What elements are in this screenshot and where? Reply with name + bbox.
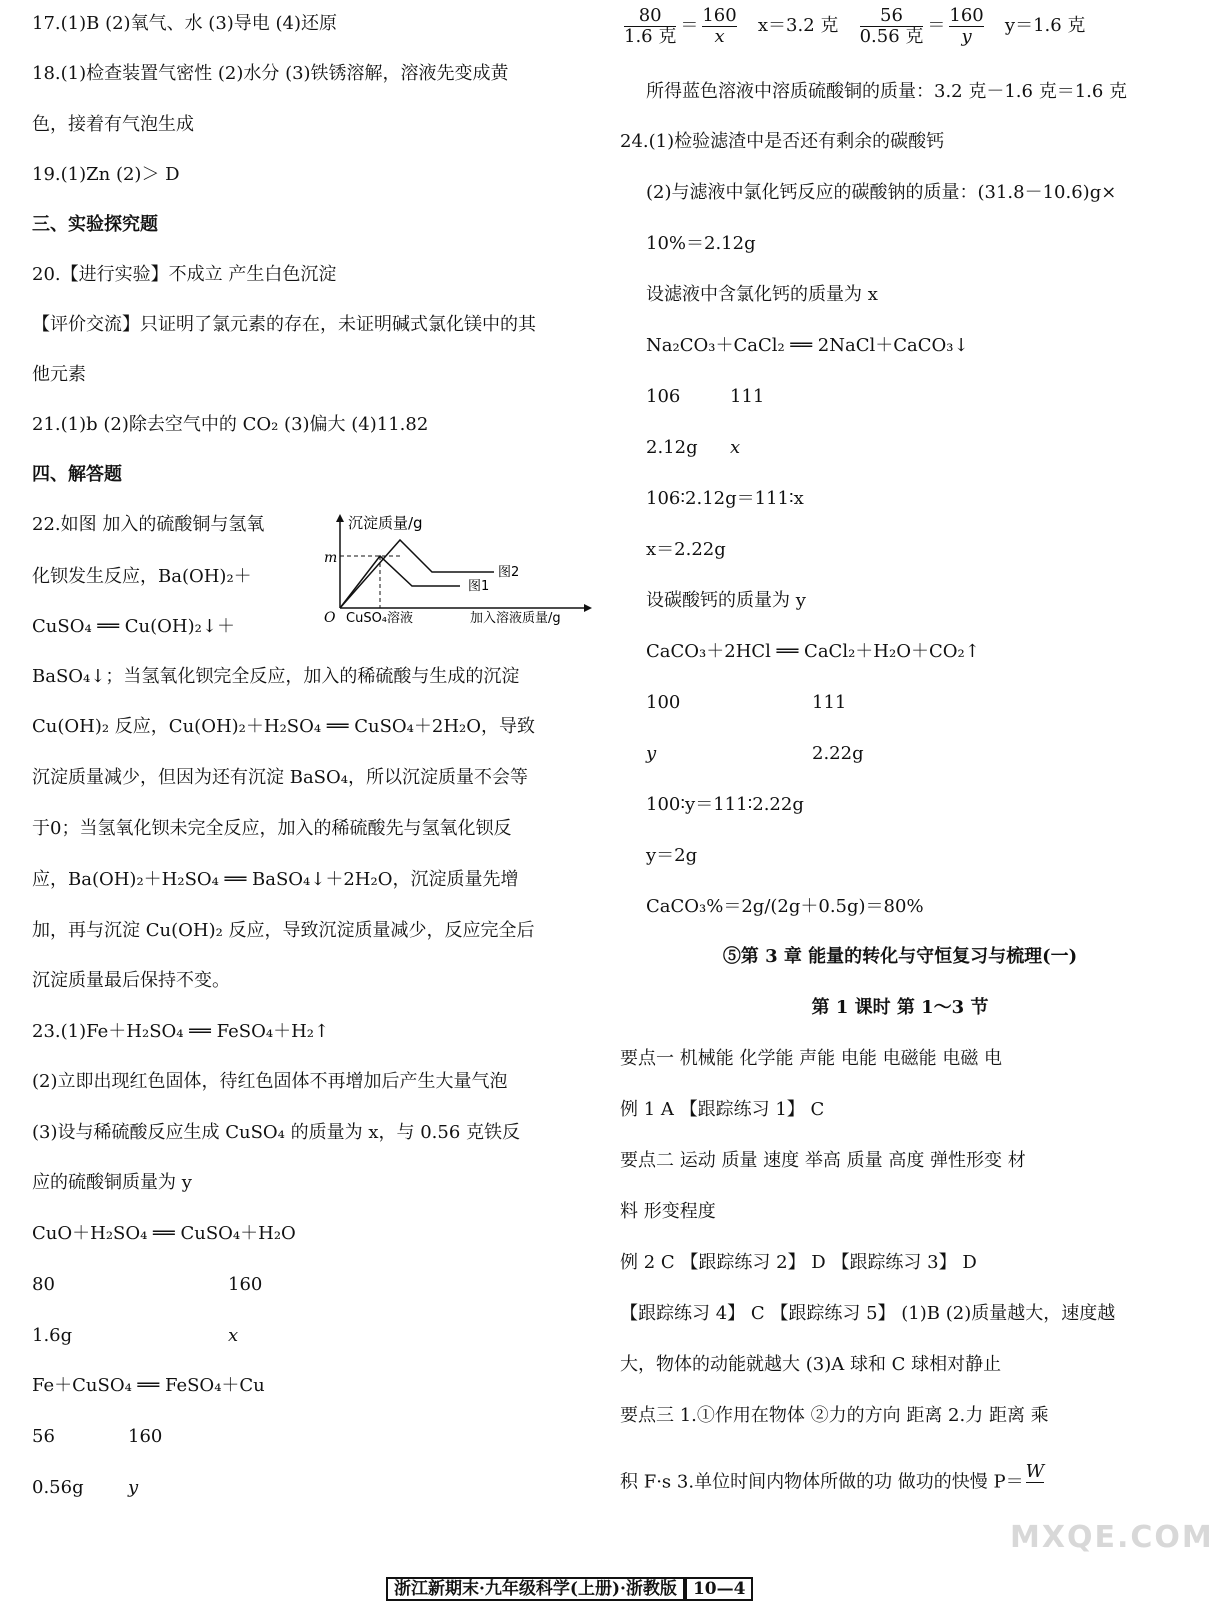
curve-fig1	[340, 556, 460, 608]
answer-24-line3: 10%＝2.12g	[646, 233, 756, 254]
equation-caco3: CaCO₃＋2HCl ══ CaCl₂＋H₂O＋CO₂↑	[646, 641, 980, 662]
answer-20-line2: 【评价交流】只证明了氯元素的存在，未证明碱式氯化镁中的其	[32, 314, 536, 335]
x-equals: x＝2.22g	[646, 539, 726, 560]
ratio-160: 160	[228, 1274, 263, 1295]
ratio-111: 111	[730, 386, 765, 407]
value-1-6g: 1.6g	[32, 1325, 73, 1346]
key-point-2-line1: 要点二 运动 质量 速度 举高 质量 高度 弹性形变 材	[620, 1150, 1026, 1171]
fraction-equations: $\frac{80}{\text{1.6 克}}$ ＝ $\frac{160}{x}$ x＝3.2 克 $\frac{56}{\text{0.56 克}}$ ＝ $\frac{160}{y}$ y＝1.6 克	[624, 4, 1086, 47]
y-result: y＝1.6 克	[1004, 15, 1086, 36]
answer-22-line3: CuSO₄ ══ Cu(OH)₂↓＋	[32, 616, 235, 637]
section-4-heading: 四、解答题	[32, 464, 122, 485]
example-1: 例 1 A 【跟踪练习 1】 C	[620, 1099, 825, 1120]
answer-20-line3: 他元素	[32, 364, 86, 385]
answer-22-line7: 于0；当氢氧化钡未完全反应，加入的稀硫酸先与氢氧化钡反	[32, 818, 512, 839]
answer-23-line2: (2)立即出现红色固体，待红色固体不再增加后产生大量气泡	[32, 1071, 508, 1092]
answer-24-line1: 24.(1)检验滤渣中是否还有剩余的碳酸钙	[620, 131, 945, 152]
precipitate-graph	[324, 512, 594, 626]
fraction-160-x: $\frac{160}{x}$	[702, 4, 737, 47]
answer-22-line4: BaSO₄↓；当氢氧化钡完全反应，加入的稀硫酸与生成的沉淀	[32, 666, 520, 687]
ratio-56: 56	[32, 1426, 55, 1447]
answer-22-line9: 加，再与沉淀 Cu(OH)₂ 反应，导致沉淀质量减少，反应完全后	[32, 920, 535, 941]
footer-title: 浙江新期末·九年级科学(上册)·浙教版	[386, 1577, 685, 1601]
graph-origin-label: O	[324, 610, 336, 626]
value-0-56g: 0.56g	[32, 1477, 84, 1498]
ratio-106: 106	[646, 386, 681, 407]
answer-24-line4: 设滤液中含氯化钙的质量为 x	[646, 284, 878, 305]
value-2-12g: 2.12g	[646, 437, 698, 458]
equation-fe: Fe＋CuSO₄ ══ FeSO₄＋Cu	[32, 1375, 265, 1396]
caco3-percent: CaCO₃%＝2g/(2g＋0.5g)＝80%	[646, 896, 924, 917]
ratio-80: 80	[32, 1274, 55, 1295]
fraction-56-0-56: $\frac{56}{\text{0.56 克}}$	[859, 4, 924, 47]
ratio-111b: 111	[812, 692, 847, 713]
answer-22-line10: 沉淀质量最后保持不变。	[32, 970, 230, 991]
footer-page-number: 10—4	[685, 1577, 754, 1601]
chapter-heading: ⑤第 3 章 能量的转化与守恒复习与梳理(一)	[722, 946, 1078, 967]
graph-m-label: m	[324, 550, 338, 566]
proportion-y: 100∶y＝111∶2.22g	[646, 794, 804, 815]
y-axis-arrow	[336, 514, 344, 522]
answer-24-set-y: 设碳酸钙的质量为 y	[646, 590, 806, 611]
power-fraction: W	[1025, 1461, 1045, 1482]
lesson-heading: 第 1 课时 第 1～3 节	[811, 997, 989, 1018]
watermark: MXQE.COM	[1010, 1520, 1214, 1555]
equation-cuo: CuO＋H₂SO₄ ══ CuSO₄＋H₂O	[32, 1223, 296, 1244]
equation-na2co3: Na₂CO₃＋CaCl₂ ══ 2NaCl＋CaCO₃↓	[646, 335, 969, 356]
ratio-160b: 160	[128, 1426, 163, 1447]
graph-ylabel: 沉淀质量/g	[348, 514, 423, 532]
answer-22-line5: Cu(OH)₂ 反应，Cu(OH)₂＋H₂SO₄ ══ CuSO₄＋2H₂O，导致	[32, 716, 536, 737]
answer-22-line2: 化钡发生反应，Ba(OH)₂＋	[32, 566, 252, 587]
value-2-22g: 2.22g	[812, 743, 864, 764]
answer-17: 17.(1)B (2)氧气、水 (3)导电 (4)还原	[32, 13, 338, 34]
answer-24-line2: (2)与滤液中氯化钙反应的碳酸钠的质量：(31.8－10.6)g×	[646, 182, 1117, 203]
answer-23-line4: 应的硫酸铜质量为 y	[32, 1172, 192, 1193]
answer-23-line3: (3)设与稀硫酸反应生成 CuSO₄ 的质量为 x，与 0.56 克铁反	[32, 1122, 521, 1143]
curve-fig2	[340, 540, 494, 608]
key-point-3-line2: 积 F·s 3.单位时间内物体所做的功 做功的快慢 P＝ W	[620, 1462, 1048, 1503]
graph-fig1-label: 图1	[468, 579, 490, 594]
practice-4-line1: 【跟踪练习 4】 C 【跟踪练习 5】 (1)B (2)质量越大，速度越	[620, 1303, 1116, 1324]
page-footer	[386, 1574, 753, 1599]
answer-20-line1: 20.【进行实验】不成立 产生白色沉淀	[32, 264, 337, 285]
var-x: x	[228, 1325, 239, 1346]
ratio-100: 100	[646, 692, 681, 713]
answer-18-line1: 18.(1)检查装置气密性 (2)水分 (3)铁锈溶解，溶液先变成黄	[32, 63, 509, 84]
section-3-heading: 三、实验探究题	[32, 214, 158, 235]
var-y-right: y	[646, 743, 657, 764]
graph-xlabel: 加入溶液质量/g	[470, 611, 561, 626]
answer-22-line1: 22.如图 加入的硫酸铜与氢氧	[32, 514, 265, 535]
answer-18-line2: 色，接着有气泡生成	[32, 114, 194, 135]
key-point-1: 要点一 机械能 化学能 声能 电能 电磁能 电磁 电	[620, 1048, 1003, 1069]
graph-cuso4-label: CuSO₄溶液	[346, 611, 414, 626]
answer-19: 19.(1)Zn (2)＞ D	[32, 164, 180, 185]
var-y: y	[128, 1477, 139, 1498]
x-result: x＝3.2 克	[757, 15, 839, 36]
var-x-right: x	[730, 437, 741, 458]
key-point-3-line1: 要点三 1.①作用在物体 ②力的方向 距离 2.力 距离 乘	[620, 1405, 1049, 1426]
fraction-160-y: $\frac{160}{y}$	[949, 4, 984, 47]
key-point-2-line2: 料 形变程度	[620, 1201, 716, 1222]
answer-22-line6: 沉淀质量减少，但因为还有沉淀 BaSO₄，所以沉淀质量不会等	[32, 767, 528, 788]
y-equals: y＝2g	[646, 845, 698, 866]
fraction-80-1-6: $\frac{80}{\text{1.6 克}}$	[624, 4, 677, 47]
answer-23-line1: 23.(1)Fe＋H₂SO₄ ══ FeSO₄＋H₂↑	[32, 1021, 330, 1042]
answer-21: 21.(1)b (2)除去空气中的 CO₂ (3)偏大 (4)11.82	[32, 414, 429, 435]
practice-4-line2: 大，物体的动能就越大 (3)A 球和 C 球相对静止	[620, 1354, 1002, 1375]
proportion-x: 106∶2.12g＝111∶x	[646, 488, 804, 509]
example-2: 例 2 C 【跟踪练习 2】 D 【跟踪练习 3】 D	[620, 1252, 977, 1273]
x-axis-arrow	[584, 604, 592, 612]
answer-22-line8: 应，Ba(OH)₂＋H₂SO₄ ══ BaSO₄↓＋2H₂O，沉淀质量先增	[32, 869, 519, 890]
copper-sulfate-mass: 所得蓝色溶液中溶质硫酸铜的质量：3.2 克－1.6 克＝1.6 克	[646, 81, 1128, 102]
graph-fig2-label: 图2	[498, 565, 520, 580]
